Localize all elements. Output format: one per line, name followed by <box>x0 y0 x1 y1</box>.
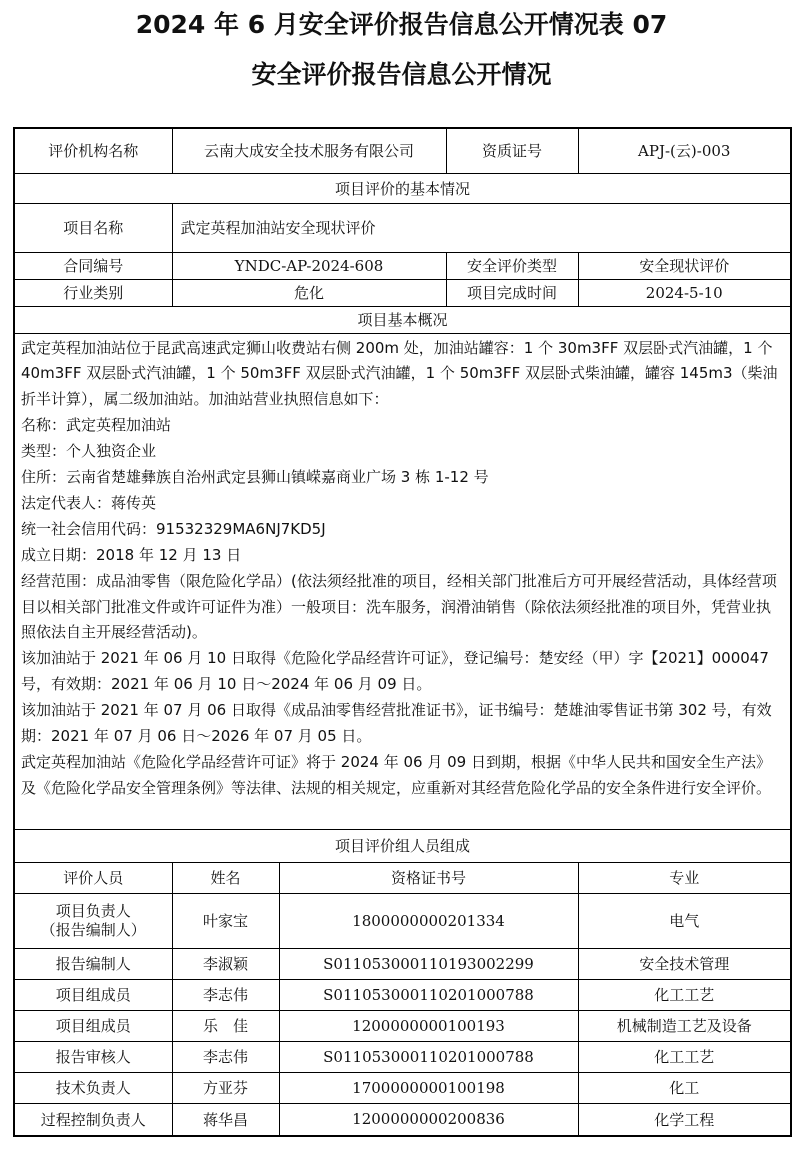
member-cert: 1700000000100198 <box>279 1072 578 1103</box>
member-major: 化工工艺 <box>578 979 791 1010</box>
member-major: 化工 <box>578 1072 791 1103</box>
member-name: 乐 佳 <box>172 1010 279 1041</box>
member-cert: 1200000000100193 <box>279 1010 578 1041</box>
overview-paragraph: 住所：云南省楚雄彝族自治州武定县狮山镇嵘嘉商业广场 3 栋 1-12 号 <box>21 468 489 487</box>
industry-label: 行业类别 <box>14 279 172 306</box>
member-name: 李淑颖 <box>172 948 279 979</box>
eval-type-value: 安全现状评价 <box>578 252 791 279</box>
overview-paragraph: 武定英程加油站《危险化学品经营许可证》将于 2024 年 06 月 09 日到期，根据《中华人民共和国安全生产法》及《危险化学品安全管理条例》等法律、法规的相关规定，应重新对其经营危险化学品的安全条件进行安全评价。 <box>21 753 772 797</box>
team-header-role: 评价人员 <box>14 862 172 893</box>
overview-paragraph: 类型：个人独资企业 <box>21 442 157 461</box>
contract-value: YNDC-AP-2024-608 <box>172 252 446 279</box>
project-name-label: 项目名称 <box>14 203 172 252</box>
overview-paragraph: 统一社会信用代码：91532329MA6NJ7KD5J <box>21 519 326 538</box>
member-role <box>14 893 172 948</box>
member-major: 安全技术管理 <box>578 948 791 979</box>
table-row <box>14 1041 791 1072</box>
document-subtitle: 安全评价报告信息公开情况 <box>251 60 552 89</box>
table-row <box>14 1072 791 1103</box>
overview-paragraph: 该加油站于 2021 年 07 月 06 日取得《成品油零售经营批准证书》，证书编号：楚雄油零售证书第 302 号，有效期：2021 年 07 月 06 日～2026 年 07 月 05 日。 <box>21 701 772 746</box>
member-major: 机械制造工艺及设备 <box>578 1010 791 1041</box>
team-header-name: 姓名 <box>172 862 279 893</box>
member-role: 项目组成员 <box>14 979 172 1010</box>
industry-row <box>14 279 791 306</box>
member-name: 方亚芬 <box>172 1072 279 1103</box>
member-major: 化学工程 <box>578 1103 791 1136</box>
member-role: 项目组成员 <box>14 1010 172 1041</box>
member-cert: S011053000110201000788 <box>279 979 578 1010</box>
member-name: 叶家宝 <box>172 893 279 948</box>
member-cert: S011053000110201000788 <box>279 1041 578 1072</box>
project-name-value: 武定英程加油站安全现状评价 <box>172 203 791 252</box>
member-cert: 1200000000200836 <box>279 1103 578 1136</box>
overview-paragraph: 武定英程加油站位于昆武高速武定狮山收费站右侧 200m 处，加油站罐容：1 个 30m3FF 双层卧式汽油罐，1 个 40m3FF 双层卧式汽油罐，1 个 50m3FF 双层卧式汽油罐，1 个 50m3FF 双层卧式柴油罐，罐容 145m3（柴油折半计算），属二级加油站。加油站营业执照信息如下： <box>21 338 778 409</box>
org-row <box>14 128 791 173</box>
member-major: 化工工艺 <box>578 1041 791 1072</box>
table-row <box>14 979 791 1010</box>
contract-label: 合同编号 <box>14 252 172 279</box>
member-cert: 1800000000201334 <box>279 893 578 948</box>
cert-label: 资质证号 <box>446 128 578 173</box>
member-role-line: 项目负责人 <box>55 901 131 920</box>
table-row <box>14 893 791 948</box>
member-role-line: （报告编制人） <box>40 920 146 939</box>
disclosure-table <box>13 127 792 1137</box>
member-name: 李志伟 <box>172 979 279 1010</box>
member-cert: S011053000110193002299 <box>279 948 578 979</box>
overview-paragraph: 成立日期：2018 年 12 月 13 日 <box>21 545 242 564</box>
overview-body <box>14 333 791 829</box>
member-name: 李志伟 <box>172 1041 279 1072</box>
team-header-row <box>14 862 791 893</box>
basic-section-title: 项目评价的基本情况 <box>14 173 791 203</box>
overview-section-title: 项目基本概况 <box>14 306 791 333</box>
contract-row <box>14 252 791 279</box>
overview-paragraph: 经营范围：成品油零售（限危险化学品）(依法须经批准的项目，经相关部门批准后方可开展经营活动，具体经营项目以相关部门批准文件或许可证件为准）一般项目：洗车服务，润滑油销售（除依法须经批准的项目外，凭营业执照依法自主开展经营活动)。 <box>21 571 777 642</box>
overview-paragraph: 名称：武定英程加油站 <box>21 416 172 435</box>
document-title: 2024 年 6 月安全评价报告信息公开情况表 07 <box>135 10 668 39</box>
overview-paragraph: 该加油站于 2021 年 06 月 10 日取得《危险化学品经营许可证》，登记编号：楚安经（甲）字【2021】000047 号，有效期：2021 年 06 月 10 日～2024 年 06 月 09 日。 <box>21 649 769 694</box>
member-role: 过程控制负责人 <box>14 1103 172 1136</box>
team-header-cert: 资格证书号 <box>279 862 578 893</box>
member-name: 蒋华昌 <box>172 1103 279 1136</box>
complete-label: 项目完成时间 <box>446 279 578 306</box>
org-value: 云南大成安全技术服务有限公司 <box>172 128 446 173</box>
cert-value: APJ-(云)-003 <box>578 128 791 173</box>
org-label: 评价机构名称 <box>14 128 172 173</box>
complete-value: 2024-5-10 <box>578 279 791 306</box>
project-name-row <box>14 203 791 252</box>
member-role: 报告审核人 <box>14 1041 172 1072</box>
table-row <box>14 1010 791 1041</box>
industry-value: 危化 <box>172 279 446 306</box>
team-header-major: 专业 <box>578 862 791 893</box>
member-role: 技术负责人 <box>14 1072 172 1103</box>
member-role: 报告编制人 <box>14 948 172 979</box>
eval-type-label: 安全评价类型 <box>446 252 578 279</box>
overview-paragraph: 法定代表人：蒋传英 <box>21 493 157 512</box>
member-major: 电气 <box>578 893 791 948</box>
table-row <box>14 948 791 979</box>
team-section-title: 项目评价组人员组成 <box>14 829 791 862</box>
table-row <box>14 1103 791 1136</box>
